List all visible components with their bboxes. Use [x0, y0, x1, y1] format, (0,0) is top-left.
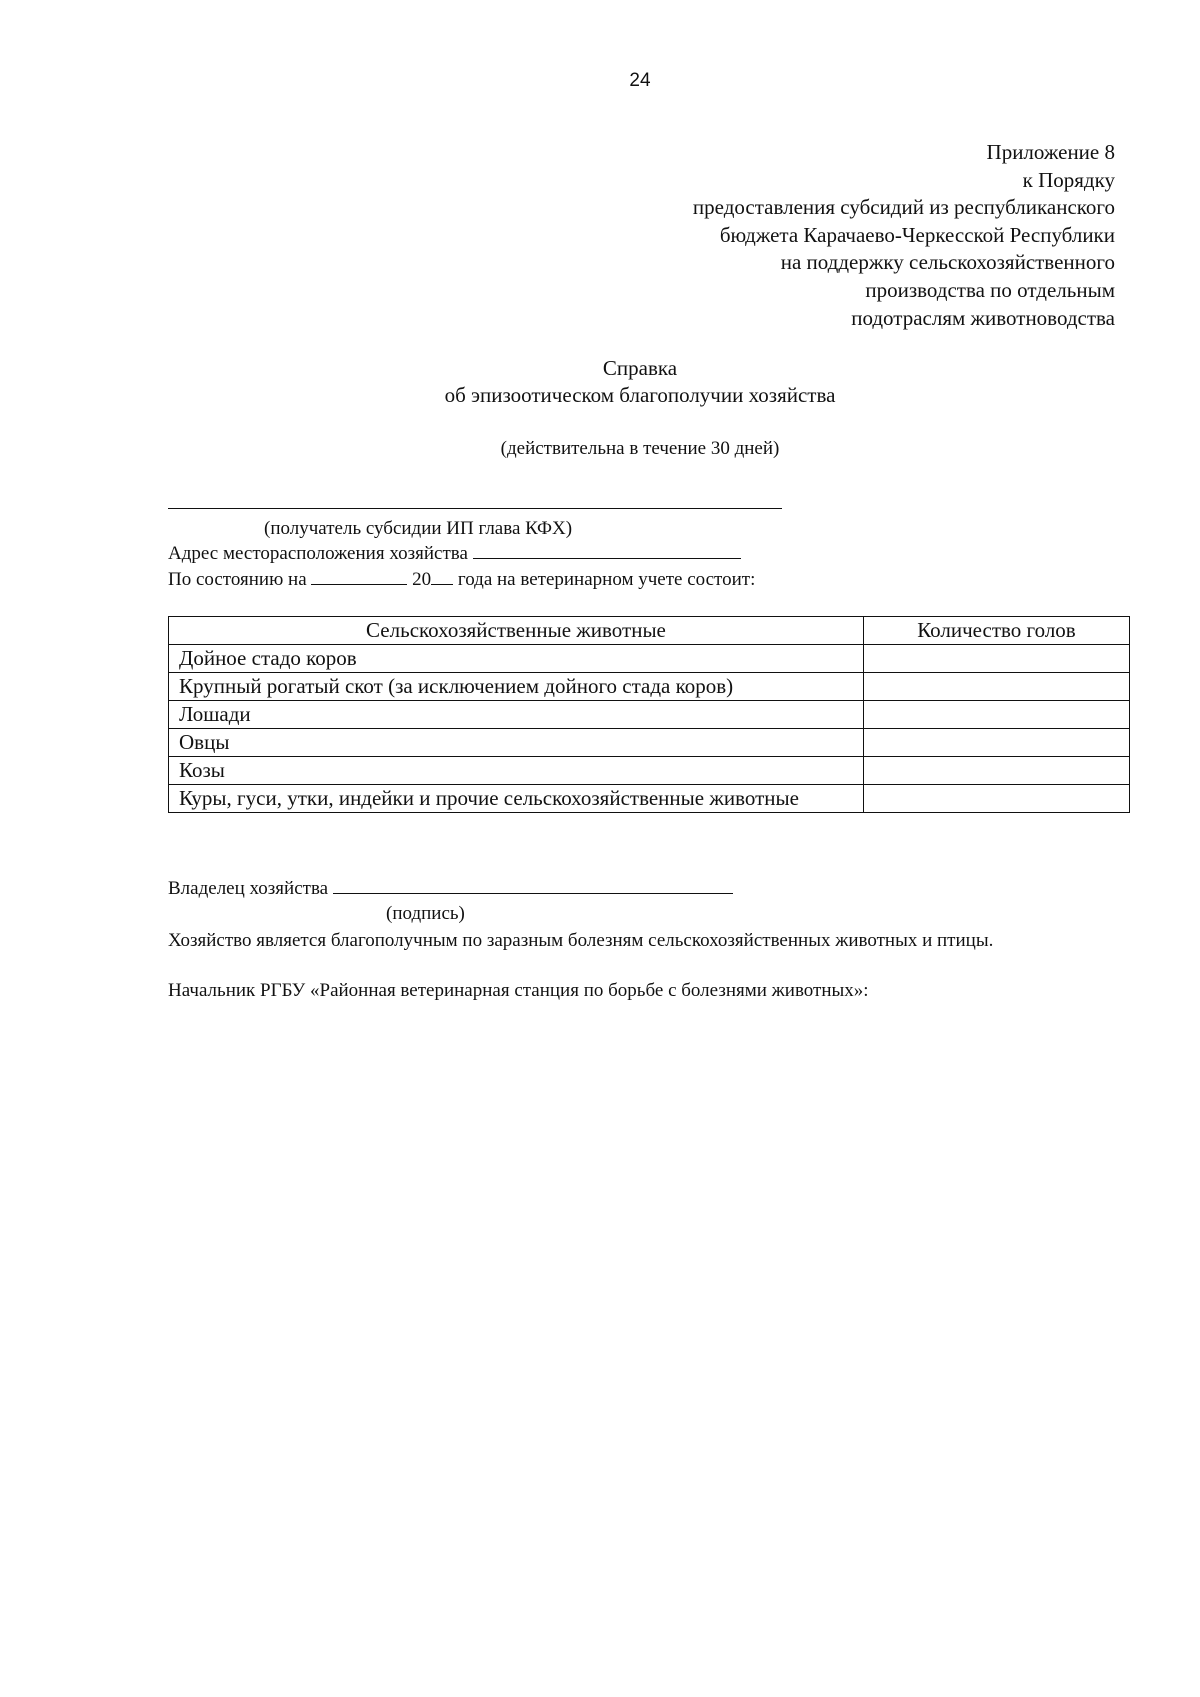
year-blank[interactable]	[431, 567, 453, 585]
count-cell[interactable]	[863, 729, 1129, 757]
animal-name: Козы	[169, 757, 864, 785]
address-label: Адрес месторасположения хозяйства	[168, 543, 468, 564]
table-row	[169, 673, 1130, 701]
header-animals: Сельскохозяйственные животные	[169, 617, 864, 645]
table-row	[169, 645, 1130, 673]
appendix-line: бюджета Карачаево-Черкесской Республики	[719, 222, 1115, 247]
animal-name: Куры, гуси, утки, индейки и прочие сельскохозяйственные животные	[169, 785, 864, 813]
state-suffix: года на ветеринарном учете состоит:	[457, 569, 756, 590]
table-row	[169, 729, 1130, 757]
date-blank[interactable]	[311, 567, 407, 585]
document-title: Справка	[602, 356, 678, 380]
appendix-line: Приложение 8	[986, 140, 1115, 164]
page-number: 24	[629, 70, 651, 91]
table-header-row	[169, 617, 1130, 645]
recipient-label: (получатель субсидии ИП глава КФХ)	[264, 518, 573, 539]
animal-name: Лошади	[169, 701, 864, 729]
owner-signature-blank[interactable]	[333, 876, 733, 894]
address-blank[interactable]	[473, 541, 741, 559]
animals-table	[168, 616, 1130, 813]
appendix-line: к Порядку	[1022, 167, 1115, 192]
count-cell[interactable]	[863, 701, 1129, 729]
animal-name: Овцы	[169, 729, 864, 757]
address-row	[168, 541, 741, 566]
owner-row	[168, 876, 733, 901]
appendix-line: производства по отдельным	[865, 277, 1115, 302]
state-prefix: По состоянию на	[168, 569, 307, 590]
appendix-header	[495, 139, 1115, 332]
count-cell[interactable]	[863, 673, 1129, 701]
animal-name: Крупный рогатый скот (за исключением дойного стада коров)	[169, 673, 864, 701]
status-text: Хозяйство является благополучным по заразным болезням сельскохозяйственных животных и птицы.	[168, 930, 994, 951]
appendix-line: подотраслям животноводства	[851, 305, 1115, 330]
recipient-blank-line[interactable]	[168, 508, 782, 509]
count-cell[interactable]	[863, 785, 1129, 813]
appendix-line: предоставления субсидий из республиканского	[692, 195, 1115, 220]
count-cell[interactable]	[863, 645, 1129, 673]
validity-note: (действительна в течение 30 дней)	[500, 438, 780, 459]
table-row	[169, 757, 1130, 785]
appendix-line: на поддержку сельскохозяйственного	[780, 250, 1115, 275]
chief-label: Начальник РГБУ «Районная ветеринарная станция по борьбе с болезнями животных»:	[168, 980, 869, 1001]
state-row	[168, 567, 755, 592]
header-count: Количество голов	[863, 617, 1129, 645]
owner-label: Владелец хозяйства	[168, 878, 329, 899]
table-row	[169, 785, 1130, 813]
animal-name: Дойное стадо коров	[169, 645, 864, 673]
document-subtitle: об эпизоотическом благополучии хозяйства	[444, 383, 836, 407]
year-prefix: 20	[412, 569, 432, 590]
signature-label: (подпись)	[386, 903, 465, 924]
table-row	[169, 701, 1130, 729]
count-cell[interactable]	[863, 757, 1129, 785]
